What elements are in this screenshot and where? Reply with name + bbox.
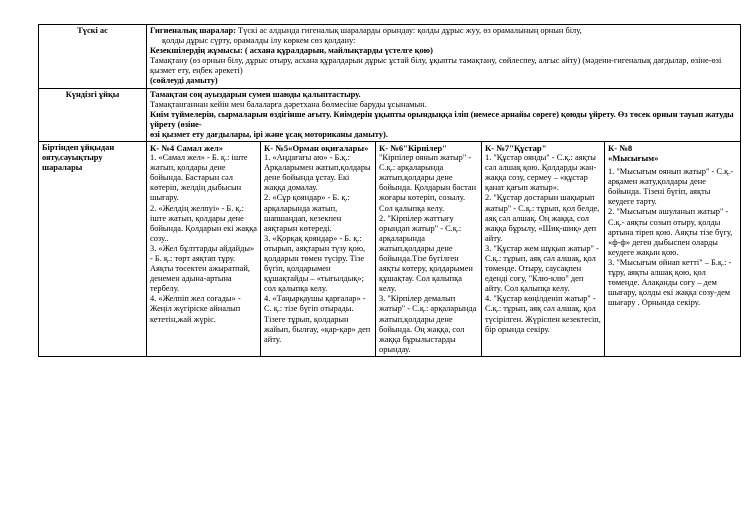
complex-7-header: К- №7"Құстар" <box>485 143 547 154</box>
complex-7-cell <box>482 142 605 357</box>
complex-8-item: 2. "Мысығым ашуланып жатыр" - С.қ.- аяқты созып отыру, қолды артына тіреп қою. Аяқты тізе бүгу, «ф-ф» деген дыбыспен оларды кеудеге жақын қою. <box>608 207 733 257</box>
complex-4-item: 1. «Самал жел» - Б. қ.: іште жатып, қолдары дене бойында. Бастарын сәл көтеріп, желдің дыбысын шығару. <box>150 153 248 203</box>
complex-5-item: 4. «Таңырқаушы қарғалар» - С. қ.: тізе бүгіп отырады. Тізеге тұрып, қолдарын жайып, былғау, «қар-қар» деп айту. <box>264 294 371 344</box>
hygiene-text: Түскі ас алдында гигеналық шараларды орындау: қолды дұрыс жуу, өз орамалының орнын білу, <box>235 26 582 35</box>
lunch-line-2: қолды дұрыс сүрту, орамалды ілу көркем сөз қолдану: <box>162 36 356 46</box>
nap-line-2: Тамақтанғаннан кейін мен балаларға дәретхана бөлмесіне баруды ұсынамын. <box>150 99 427 109</box>
complex-4-item: 2. «Желдің желпуі» - Б. қ.: іште жатып, қолдары дене бойында. Қолдарын екі жаққа созу.. <box>150 203 257 243</box>
nap-content <box>147 88 741 141</box>
nap-line-3: Киім түймелерін, сырмаларын өздігінше ағыту. Киімдерін ұқыпты орындыққа іліп (немесе арнайы сөреге) қоюды үйрету. Өз төсек орнын тауып жатуды үйрету (өзіне- <box>150 109 734 129</box>
row-nap <box>39 88 741 141</box>
complex-8-item: 1. "Мысығым оянып жатыр" - С.қ.- арқамен жату,қолдары дене бойында. Тізені бүгіп, аяқты кеудеге тарту. <box>608 167 734 207</box>
complex-7-item: 1. "Құстар оянды" - С.қ.: аяқты сәл алшақ қою. Қолдарды жан-жаққа созу, сермеу – «құстар қанат қағып жатыр». <box>485 153 597 193</box>
complex-8-title: «Мысығым» <box>608 153 659 164</box>
complex-4-item: 4. «Желпіп жел соғады» - Жеңіл жүгіріске айналып кететін,жай жүріс. <box>150 294 241 324</box>
complex-4-item: 3. «Жел бұлттарды айдайды» - Б. қ.: төрт аяқтап тұру. Аяқты төсектен ажыратпай, денемен адына-артына тербелу. <box>150 243 255 294</box>
speech-dev-line: (сөйлеуді дамыту) <box>150 76 218 86</box>
complex-7-item: 4. "Құстар көңілденіп жатыр" - С.қ.: тұрып, аяқ сәл алшақ, қол түсірілген. Жүріспен кезектесіп, бір орында секіру. <box>485 294 601 334</box>
complex-8-cell <box>605 142 741 357</box>
complex-7-item: 3. "Құстар жем шұқып жатыр" - С.қ.: тұрып, аяқ сәл алшақ, қол төменде. Отыру, саусақпен еденді соғу, "Клю-клю" деп айту. Сол қалыпқа келу. <box>485 243 599 294</box>
row-label-nap: Күндізгі ұйқы <box>39 88 147 141</box>
complex-8-header: К- №8 <box>608 143 633 154</box>
nap-line-1: Тамақтан соң ауыздарын сумен шаюды қалыптастыру. <box>150 89 361 99</box>
nap-line-4: өзі қызмет ету дағдылары, ірі және ұсақ моториканы дамыту). <box>150 129 388 139</box>
complex-6-item: 2. "Кірпілер жаттығу орындап жатыр" - С.қ.: арқаларында жатып,қолдары дене бойында.Тізе бүгілген аяқты көтеру, қолдарымен құшақтау. Сол қалыпқа келу. <box>379 213 473 294</box>
complex-5-header: К- №5«Орман оқиғалары» <box>264 143 369 154</box>
row-lunch <box>39 25 741 89</box>
complex-5-item: 1. «Аңдағағы аю» - Б.қ.: Арқаларымен жатып,қолдары дене бойында ұстау. Екі жаққа домалау. <box>264 153 371 193</box>
complex-6-item: 3. "Кірпілер демалып жатыр" - С.қ.: арқаларында жатып,қолдары дене бойында. Оң жаққа, сол жаққа бұрылыстарды орындау. <box>379 294 477 354</box>
complex-6-header: К- №6"Кірпілер" <box>379 143 447 154</box>
lunch-line-1 <box>150 26 737 36</box>
plan-table <box>38 24 741 357</box>
complex-4-cell <box>147 142 261 357</box>
complex-8-item: 3. "Мысығым ойнап кетті" – Б.қ.: - тұру, аяқты алшақ қою, қол төменде. Алақанды соғу – дем шығару, қолды екі жаққа созу-дем шығару . Орнында секіру. <box>608 257 732 308</box>
row-wakeup <box>39 142 741 357</box>
eating-line: Тамақтану (өз орнын білу, дұрыс отыру, асхана құралдарын дұрыс ұстай білу, ұқыпты тамақтану, сөйлеспеу, алғыс айту) (мәдени-гигеналық дағдылар, өзіне-өзі қызмет ету, еңбек әрекеті) <box>150 56 722 76</box>
complex-6-item: "Кірпілер оянып жатыр" - С.қ.: арқаларында жатып,қолдары дене бойында. Қолдарын бастан жоғары көтеріп, созылу. Сол қалыпқа келу. <box>379 153 477 213</box>
complex-5-cell <box>261 142 376 357</box>
complex-5-item: 2. «Сұр қояндар» - Б. қ.: арқаларында жатып, шапшаңдап, кезекпен аяқтарын көтереді. <box>264 193 350 233</box>
complex-4-header: К- №4 Самал жел» <box>150 143 224 154</box>
complex-6-cell <box>376 142 482 357</box>
row-label-wakeup: Біртіндеп ұйқыдан ояту,сауықтыру шаралары <box>39 142 147 357</box>
duty-line: Кезекшілердің жұмысы: ( асхана құралдарын, майлықтарды үстелге қою) <box>150 46 433 56</box>
lunch-content <box>147 25 741 89</box>
complex-7-item: 2. "Құстар достарын шақырып жатыр" - С.қ.: тұрып, қол белде, аяқ сәл алшақ. Оң жаққа, сол жаққа бұрылу, «Шиқ-шиқ» деп айту. <box>485 193 600 243</box>
row-label-lunch: Түскі ас <box>39 25 147 89</box>
complex-5-item: 3. «Қорқақ қояндар» - Б. қ.: отырып, аяқтарын түзу қою, қолдарын төмен түсіру. Тізе бүгіп, қолдарымен құшақтайды – «тығылдық»; сол қалыпқа келу. <box>264 233 366 294</box>
hygiene-heading: Гигиеналық шаралар: <box>150 26 236 35</box>
